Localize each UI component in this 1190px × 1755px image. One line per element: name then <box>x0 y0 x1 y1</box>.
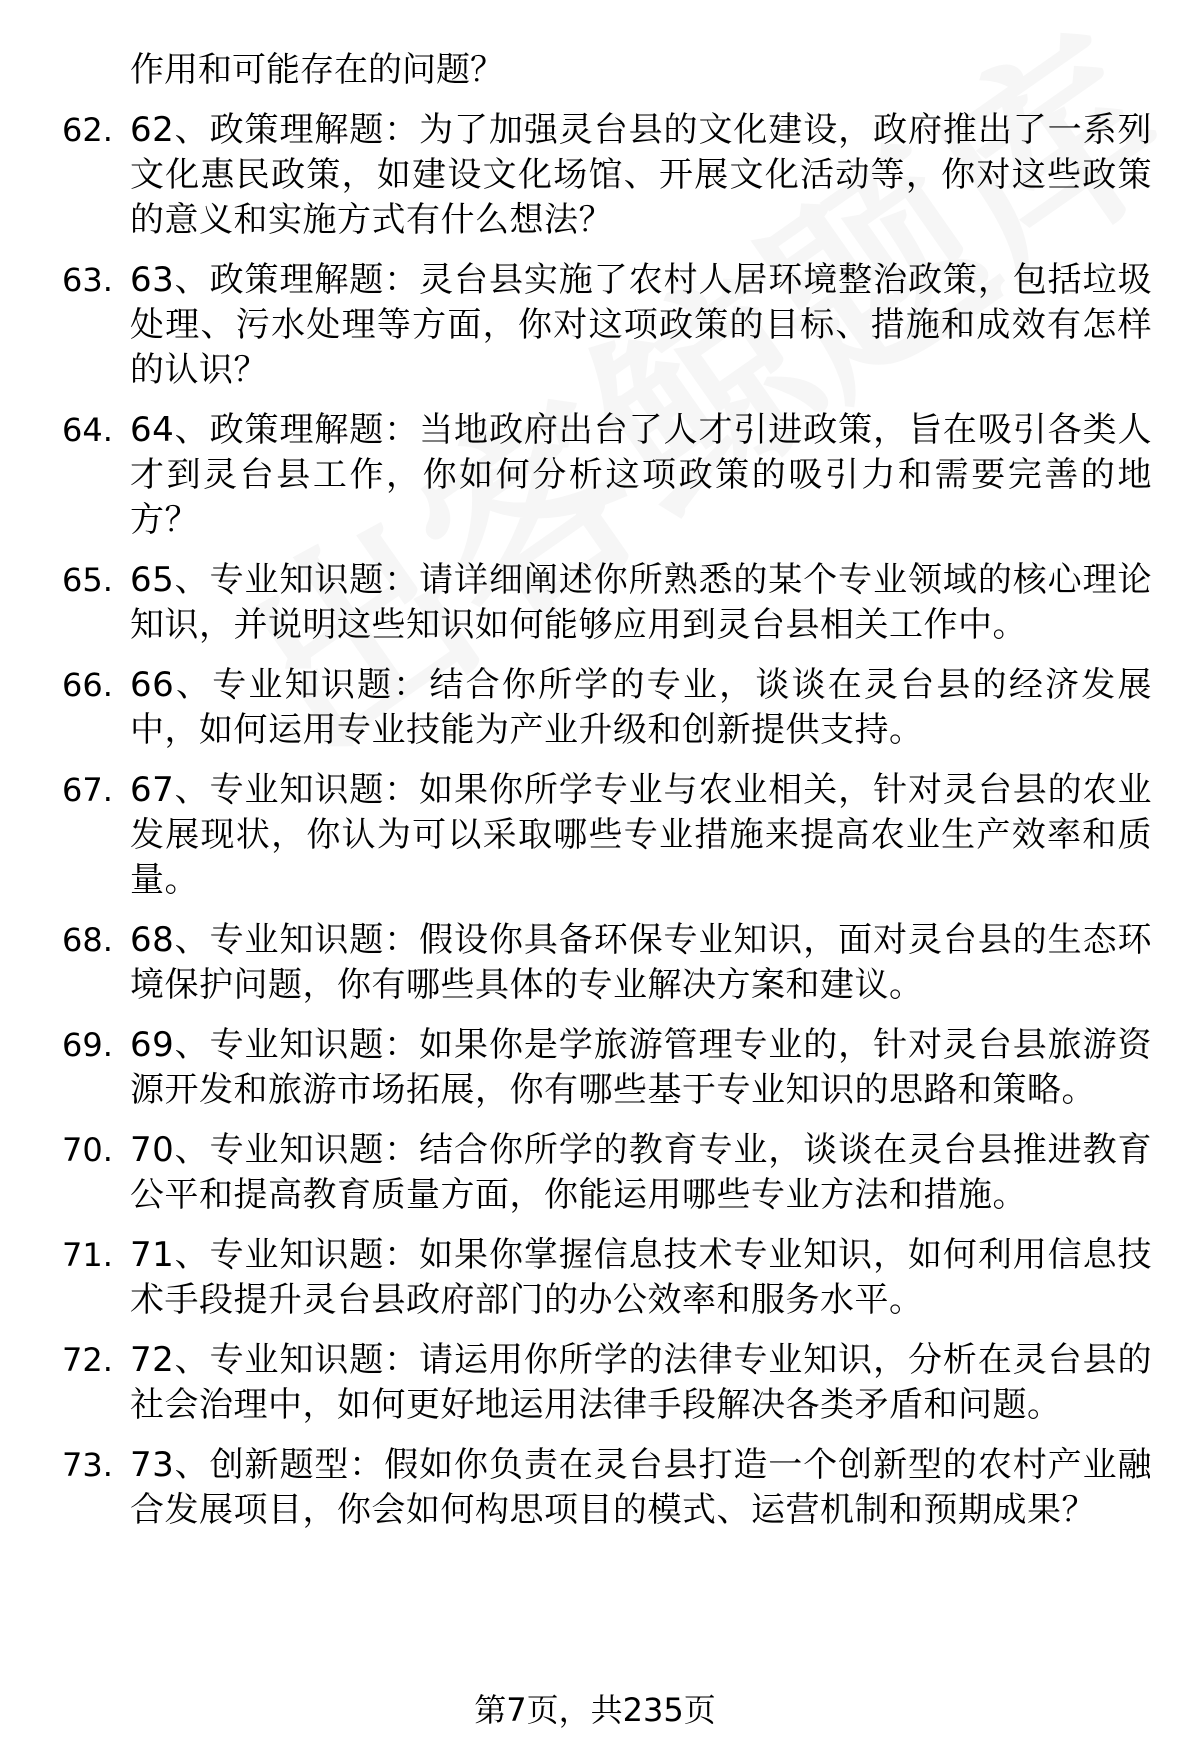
question-number: 67. <box>62 771 113 809</box>
question-text: 62、政策理解题：为了加强灵台县的文化建设，政府推出了一系列文化惠民政策，如建设文化场馆、开展文化活动等，你对这些政策的意义和实施方式有什么想法？ <box>130 110 1152 240</box>
question-text: 69、专业知识题：如果你是学旅游管理专业的，针对灵台县旅游资源开发和旅游市场拓展，你有哪些基于专业知识的思路和策略。 <box>130 1025 1152 1110</box>
question-number: 65. <box>62 561 113 599</box>
question-number: 64. <box>62 411 113 449</box>
continued-question-text: 作用和可能存在的问题？ <box>130 50 504 90</box>
question-number: 68. <box>62 921 113 959</box>
question-text: 68、专业知识题：假设你具备环保专业知识，面对灵台县的生态环境保护问题，你有哪些具体的专业解决方案和建议。 <box>130 920 1152 1005</box>
question-number: 71. <box>62 1236 113 1274</box>
question-text: 71、专业知识题：如果你掌握信息技术专业知识，如何利用信息技术手段提升灵台县政府部门的办公效率和服务水平。 <box>130 1235 1152 1320</box>
question-text: 73、创新题型：假如你负责在灵台县打造一个创新型的农村产业融合发展项目，你会如何构思项目的模式、运营机制和预期成果？ <box>130 1445 1152 1530</box>
question-item <box>0 1233 1190 1323</box>
question-number: 69. <box>62 1026 113 1064</box>
question-text: 67、专业知识题：如果你所学专业与农业相关，针对灵台县的农业发展现状，你认为可以采取哪些专业措施来提高农业生产效率和质量。 <box>130 770 1152 900</box>
question-list <box>0 108 1190 1548</box>
question-text: 65、专业知识题：请详细阐述你所熟悉的某个专业领域的核心理论知识，并说明这些知识如何能够应用到灵台县相关工作中。 <box>130 560 1152 645</box>
question-item <box>0 258 1190 393</box>
question-number: 63. <box>62 261 113 299</box>
question-item <box>0 408 1190 543</box>
question-text: 66、专业知识题：结合你所学的专业，谈谈在灵台县的经济发展中，如何运用专业技能为产业升级和创新提供支持。 <box>130 665 1152 750</box>
question-item <box>0 768 1190 903</box>
page-footer: 第7页，共235页 <box>474 1691 716 1729</box>
question-text: 64、政策理解题：当地政府出台了人才引进政策，旨在吸引各类人才到灵台县工作，你如何分析这项政策的吸引力和需要完善的地方？ <box>130 410 1152 540</box>
question-item <box>0 1338 1190 1428</box>
question-item <box>0 558 1190 648</box>
question-number: 72. <box>62 1341 113 1379</box>
question-text: 70、专业知识题：结合你所学的教育专业，谈谈在灵台县推进教育公平和提高教育质量方面，你能运用哪些专业方法和措施。 <box>130 1130 1152 1215</box>
question-item <box>0 1128 1190 1218</box>
question-item <box>0 663 1190 753</box>
question-number: 62. <box>62 111 113 149</box>
question-number: 66. <box>62 666 113 704</box>
question-item <box>0 1443 1190 1533</box>
question-item <box>0 1023 1190 1113</box>
question-item <box>0 108 1190 243</box>
question-text: 63、政策理解题：灵台县实施了农村人居环境整治政策，包括垃圾处理、污水处理等方面，你对这项政策的目标、措施和成效有怎样的认识？ <box>130 260 1152 390</box>
question-item <box>0 918 1190 1008</box>
question-text: 72、专业知识题：请运用你所学的法律专业知识，分析在灵台县的社会治理中，如何更好地运用法律手段解决各类矛盾和问题。 <box>130 1340 1152 1425</box>
question-number: 73. <box>62 1446 113 1484</box>
question-number: 70. <box>62 1131 113 1169</box>
